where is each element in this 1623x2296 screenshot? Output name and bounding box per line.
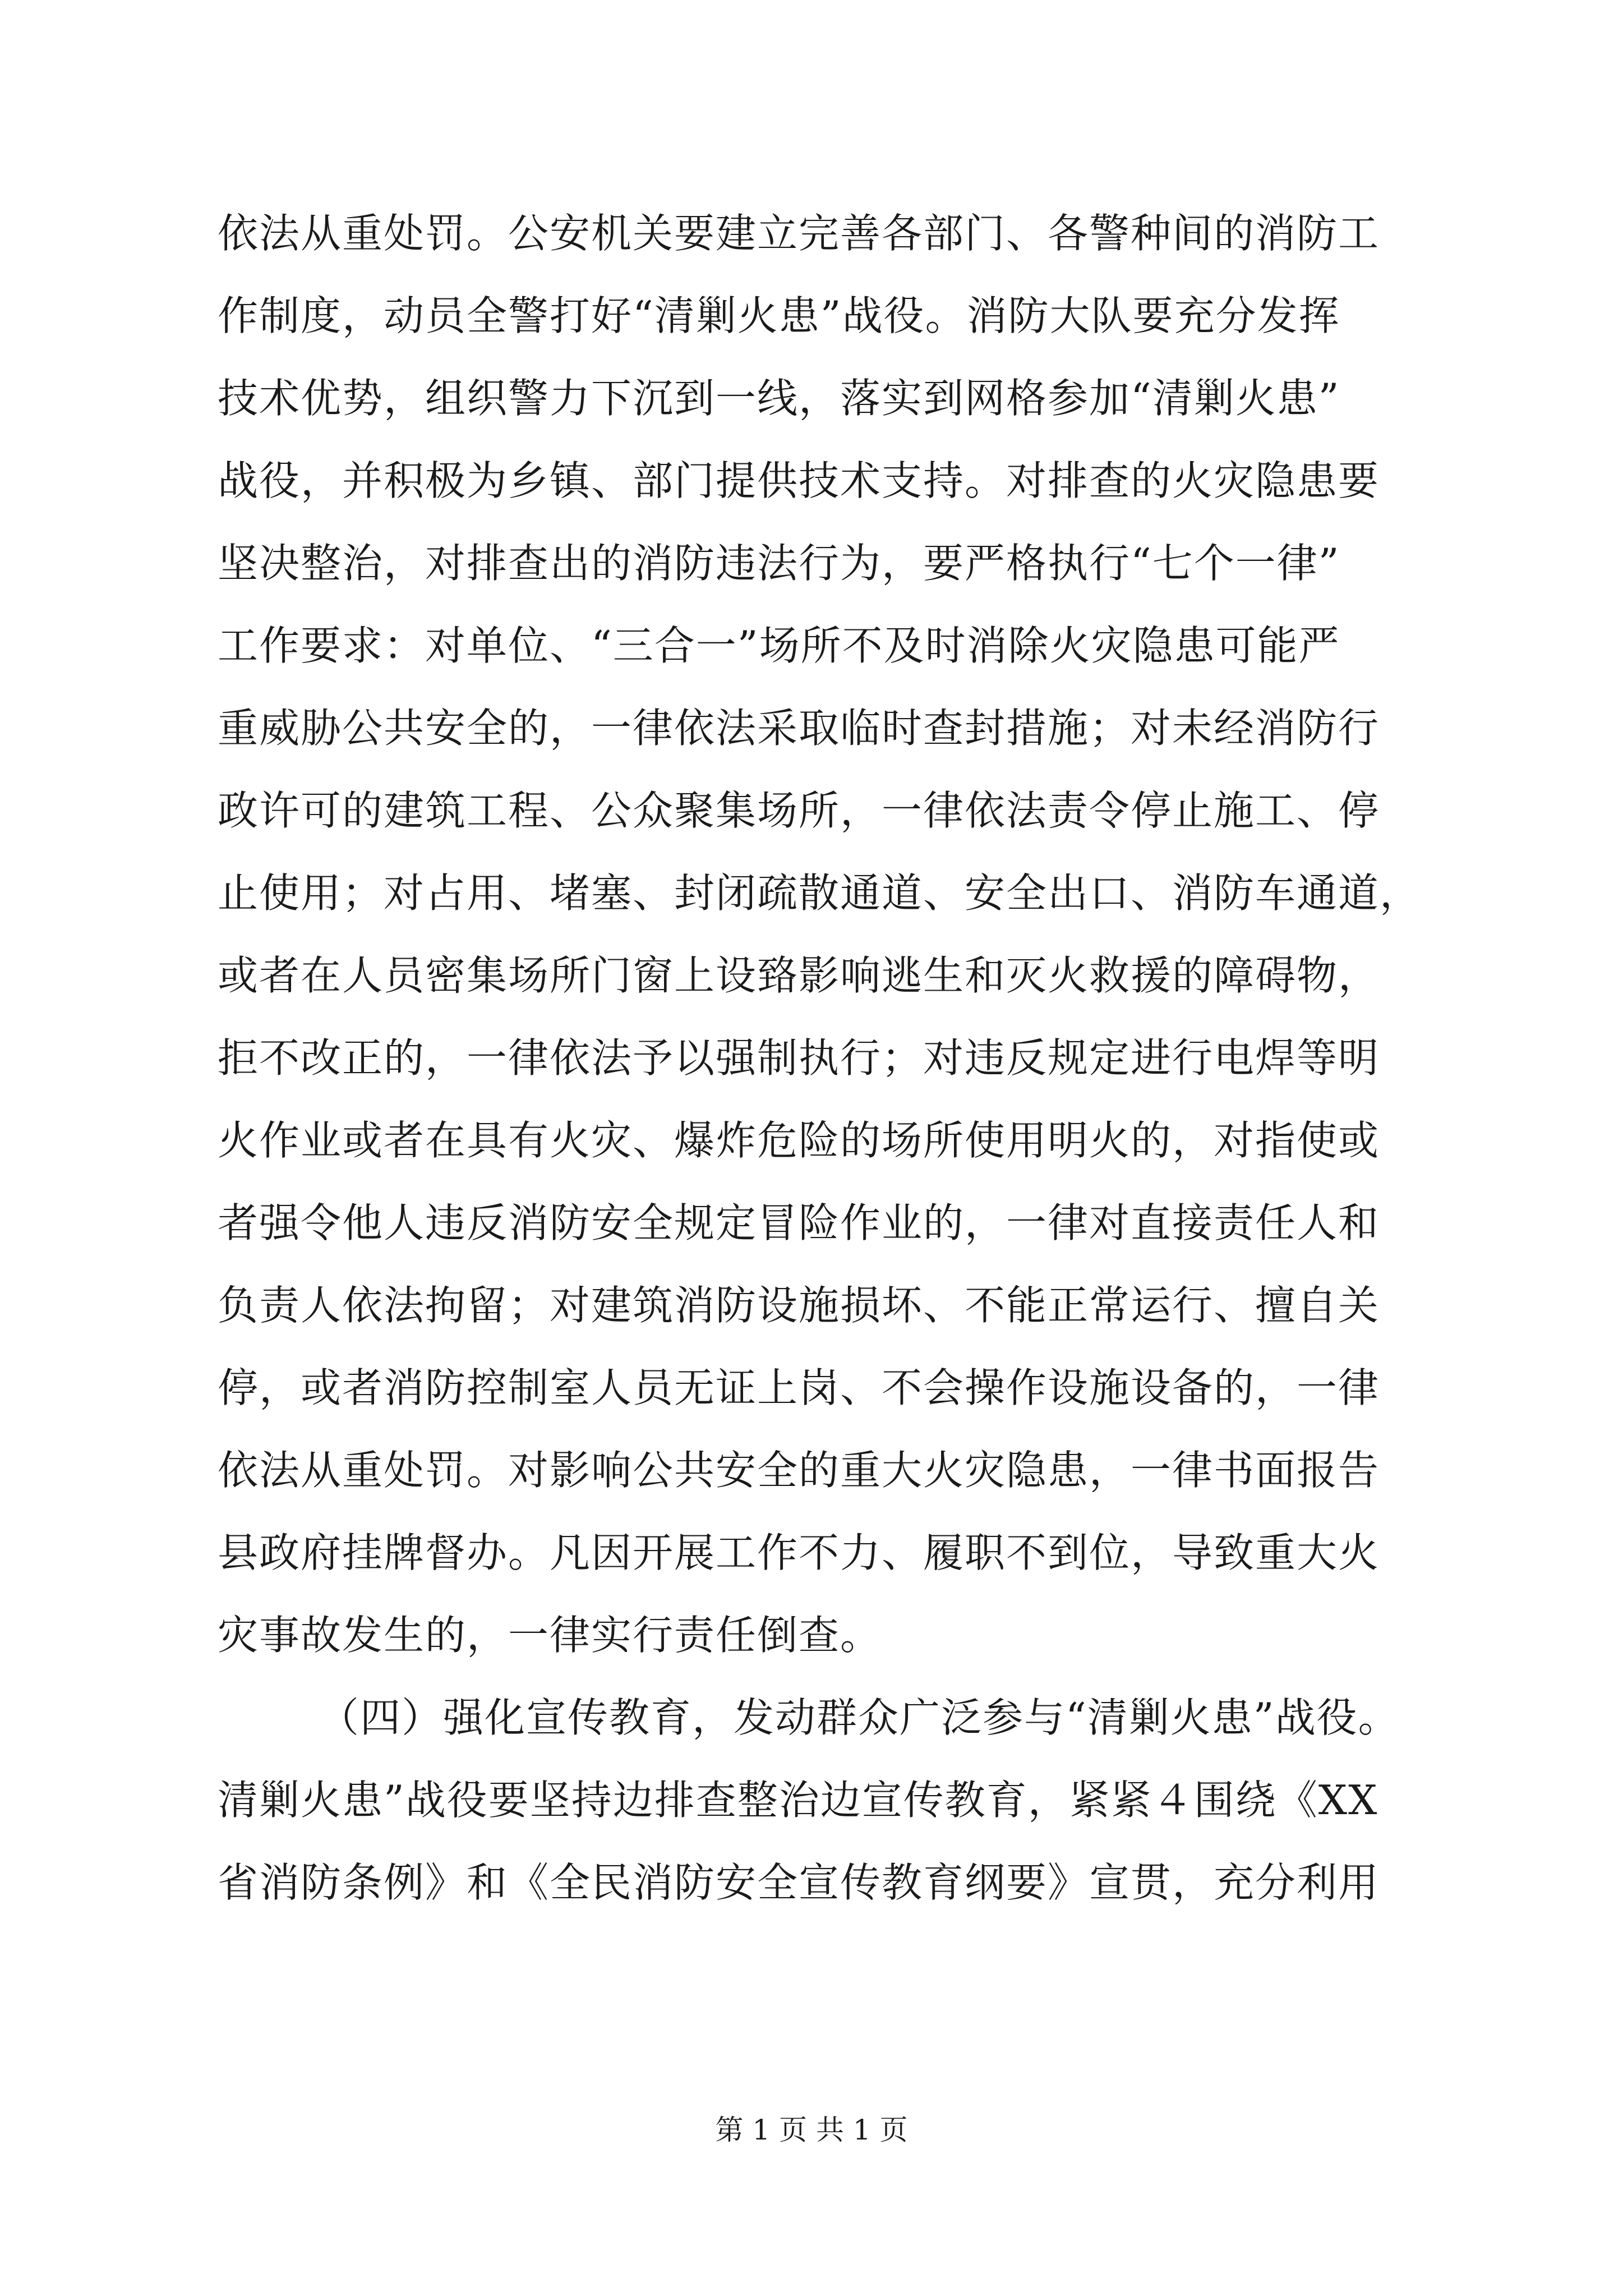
body-line: 战役，并积极为乡镇、部门提供技术支持。对排查的火灾隐患要 — [218, 457, 1380, 504]
body-line: 作制度，动员全警打好“清剿火患”战役。消防大队要充分发挥 — [218, 292, 1340, 339]
body-line: 者强令他人违反消防安全规定冒险作业的，一律对直接责任人和 — [218, 1199, 1380, 1246]
body-line: 火作业或者在具有火灾、爆炸危险的场所使用明火的，对指使或 — [218, 1117, 1380, 1164]
body-line: 技术优势，组织警力下沉到一线，落实到网格参加“清剿火患” — [218, 375, 1340, 422]
body-line: 省消防条例》和《全民消防安全宣传教育纲要》宣贯，充分利用 — [218, 1859, 1380, 1906]
body-line: 依法从重处罚。对影响公共安全的重大火灾隐患，一律书面报告 — [218, 1447, 1380, 1494]
body-line: 止使用；对占用、堵塞、封闭疏散通道、安全出口、消防车通道， — [218, 869, 1422, 917]
body-line: 负责人依法拘留；对建筑消防设施损坏、不能正常运行、擅自关 — [218, 1282, 1380, 1329]
body-line: 重威胁公共安全的，一律依法采取临时查封措施；对未经消防行 — [218, 705, 1380, 752]
body-line: 工作要求：对单位、“三合一”场所不及时消除火灾隐患可能严 — [218, 622, 1340, 669]
body-line: 拒不改正的，一律依法予以强制执行；对违反规定进行电焊等明 — [218, 1034, 1380, 1082]
body-line: 县政府挂牌督办。凡因开展工作不力、履职不到位，导致重大火 — [218, 1529, 1380, 1576]
body-line: 清剿火患”战役要坚持边排查整治边宣传教育，紧紧４围绕《XX — [218, 1777, 1378, 1824]
body-line: 依法从重处罚。公安机关要建立完善各部门、各警种间的消防工 — [218, 210, 1380, 257]
page-footer: 第 1 页 共 1 页 — [715, 2114, 908, 2146]
body-line: 或者在人员密集场所门窗上设臵影响逃生和灭火救援的障碍物， — [218, 952, 1380, 999]
body-line: 灾事故发生的，一律实行责任倒查。 — [218, 1612, 882, 1659]
body-line: 政许可的建筑工程、公众聚集场所，一律依法责令停止施工、停 — [218, 787, 1380, 834]
body-line: 坚决整治，对排查出的消防违法行为，要严格执行“七个一律” — [218, 540, 1340, 587]
section-heading: （四）强化宣传教育，发动群众广泛参与“清剿火患”战役。 — [319, 1694, 1400, 1741]
body-line: 停，或者消防控制室人员无证上岗、不会操作设施设备的，一律 — [218, 1364, 1380, 1411]
